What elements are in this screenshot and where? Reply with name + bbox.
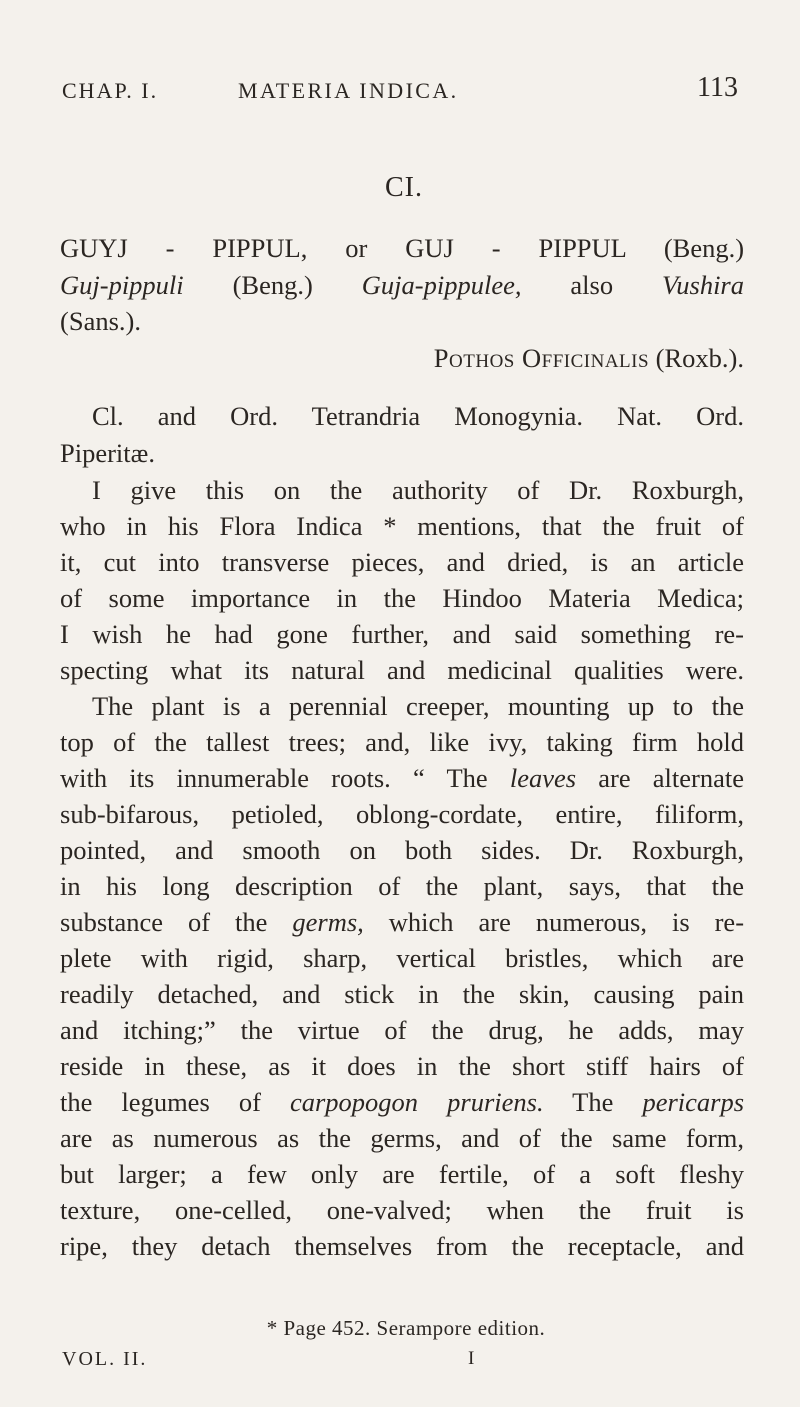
- botanical-name: Pothos Officinalis (Roxb.).: [433, 343, 744, 373]
- body-line-4: of some importance in the Hindoo Materia Medica;: [60, 583, 744, 613]
- body-line-10: sub-bifarous, petioled, oblong-cordate, entire, filiform,: [60, 799, 744, 829]
- body-line-14: plete with rigid, sharp, vertical bristles, which are: [60, 943, 744, 973]
- classification-line-2: Piperitæ.: [60, 438, 155, 468]
- body-line-2: who in his Flora Indica * mentions, that the fruit of: [60, 511, 744, 541]
- body-line-16: and itching;” the virtue of the drug, he adds, may: [60, 1015, 744, 1045]
- running-head: [62, 72, 740, 112]
- chapter-label: CHAP. I.: [62, 78, 159, 103]
- body-line-20: but larger; a few only are fertile, of a soft fleshy: [60, 1159, 744, 1189]
- volume-signature: VOL. II.: [62, 1348, 148, 1370]
- entry-number: CI.: [385, 172, 423, 203]
- body-line-17: reside in these, as it does in the short stiff hairs of: [60, 1051, 744, 1081]
- footnote: * Page 452. Serampore edition.: [266, 1316, 546, 1340]
- signature-mark: I: [468, 1348, 475, 1369]
- body-line-7: The plant is a perennial creeper, mounting up to the: [92, 691, 744, 721]
- body-line-12: in his long description of the plant, says, that the: [60, 871, 744, 901]
- body-line-1: I give this on the authority of Dr. Roxburgh,: [92, 475, 744, 505]
- body-line-8: top of the tallest trees; and, like ivy, taking firm hold: [60, 727, 744, 757]
- names-line-2: Guj-pippuli (Beng.) Guja-pippulee, also Vushira: [60, 270, 744, 300]
- body-line-3: it, cut into transverse pieces, and dried, is an article: [60, 547, 744, 577]
- page-number: 113: [697, 72, 738, 103]
- names-line-1: GUYJ - PIPPUL, or GUJ - PIPPUL (Beng.): [60, 233, 745, 263]
- body-line-6: specting what its natural and medicinal qualities were.: [60, 655, 744, 685]
- body-line-18: the legumes of carpopogon pruriens. The pericarps: [60, 1087, 745, 1117]
- body-line-9: with its innumerable roots. “ The leaves are alternate: [60, 763, 744, 793]
- body-line-11: pointed, and smooth on both sides. Dr. Roxburgh,: [60, 835, 744, 865]
- body-line-13: substance of the germs, which are numerous, is re-: [60, 907, 745, 937]
- body-line-5: I wish he had gone further, and said something re-: [60, 619, 744, 649]
- body-line-15: readily detached, and stick in the skin, causing pain: [60, 979, 744, 1009]
- book-title: MATERIA INDICA.: [238, 78, 459, 103]
- classification-line-1: Cl. and Ord. Tetrandria Monogynia. Nat. Ord.: [92, 401, 744, 431]
- body-line-21: texture, one-celled, one-valved; when the fruit is: [60, 1195, 744, 1225]
- body-line-19: are as numerous as the germs, and of the same form,: [60, 1123, 744, 1153]
- names-line-3: (Sans.).: [60, 306, 141, 336]
- body-line-22: ripe, they detach themselves from the receptacle, and: [60, 1231, 744, 1261]
